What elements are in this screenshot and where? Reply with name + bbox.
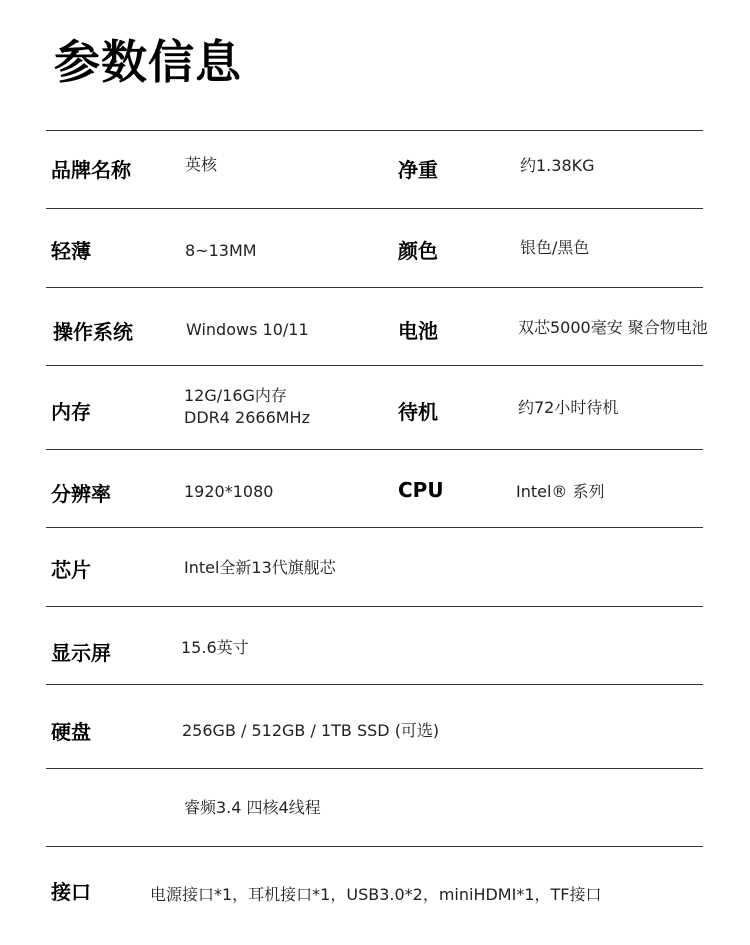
spec-label-storage: 硬盘 — [51, 720, 91, 744]
divider — [46, 287, 703, 288]
spec-label-battery: 电池 — [398, 319, 438, 343]
spec-value-color: 银色/黑色 — [520, 238, 590, 257]
divider — [46, 365, 703, 366]
spec-label-thickness: 轻薄 — [51, 239, 91, 263]
spec-value-storage: 256GB / 512GB / 1TB SSD (可选) — [182, 721, 440, 740]
divider — [46, 130, 703, 131]
spec-label-chip: 芯片 — [51, 558, 91, 582]
spec-value-resolution: 1920*1080 — [184, 482, 274, 501]
spec-value-thickness: 8~13MM — [185, 241, 257, 260]
spec-label-display: 显示屏 — [51, 641, 111, 665]
divider — [46, 449, 703, 450]
spec-label-memory: 内存 — [51, 400, 91, 424]
spec-label-ports: 接口 — [51, 880, 91, 904]
spec-value-standby: 约72小时待机 — [518, 398, 619, 417]
spec-value-chip: Intel全新13代旗舰芯 — [184, 558, 336, 577]
spec-value-turbo: 睿频3.4 四核4线程 — [184, 798, 321, 817]
spec-value-brand: 英核 — [185, 155, 218, 174]
divider — [46, 527, 703, 528]
spec-label-color: 颜色 — [398, 239, 438, 263]
spec-value-os: Windows 10/11 — [186, 320, 309, 339]
spec-label-cpu: CPU — [398, 478, 444, 502]
divider — [46, 846, 703, 847]
divider — [46, 208, 703, 209]
divider — [46, 768, 703, 769]
spec-label-brand: 品牌名称 — [51, 158, 131, 182]
spec-label-weight: 净重 — [398, 158, 438, 182]
page-title: 参数信息 — [54, 35, 242, 89]
spec-value-memory-line2: DDR4 2666MHz — [184, 408, 310, 427]
spec-label-resolution: 分辨率 — [51, 482, 111, 506]
divider — [46, 606, 703, 607]
spec-label-os: 操作系统 — [53, 320, 133, 344]
spec-value-display: 15.6英寸 — [181, 638, 249, 657]
spec-value-weight: 约1.38KG — [520, 156, 595, 175]
spec-value-memory-line1: 12G/16G内存 — [184, 386, 287, 405]
spec-value-cpu: Intel® 系列 — [516, 482, 605, 501]
spec-label-standby: 待机 — [398, 400, 438, 424]
spec-value-battery: 双芯5000毫安 聚合物电池 — [518, 318, 708, 337]
spec-value-ports: 电源接口*1，耳机接口*1，USB3.0*2，miniHDMI*1，TF接口 — [150, 885, 602, 904]
divider — [46, 684, 703, 685]
